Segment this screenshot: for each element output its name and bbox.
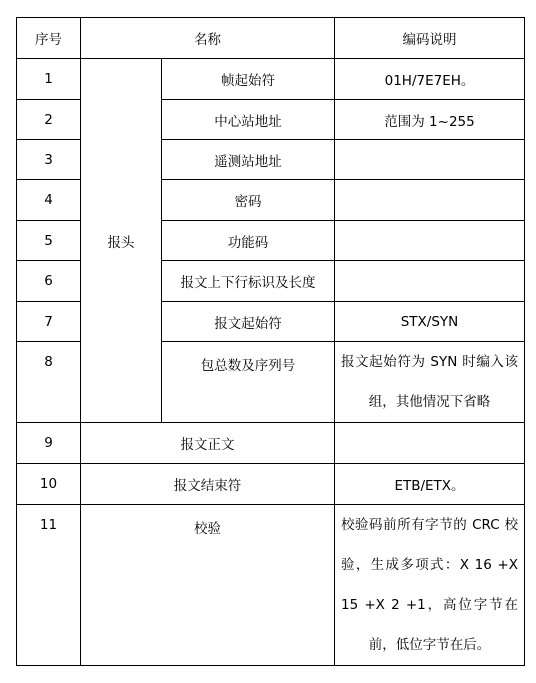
row-name: 中心站地址 [162,100,335,140]
row-desc: ETB/ETX。 [335,464,525,505]
row-no: 8 [17,342,81,423]
row-name: 报文起始符 [162,302,335,342]
table-row [17,505,525,666]
row-desc [335,261,525,302]
table-row [17,464,525,505]
table-header-row [17,18,525,59]
row-name: 报文结束符 [81,464,335,505]
row-no: 2 [17,100,81,140]
row-desc: 01H/7E7EH。 [335,59,525,100]
row-name: 包总数及序列号 [162,342,335,423]
table-row [17,59,525,100]
row-desc: STX/SYN [335,302,525,342]
row-no: 3 [17,140,81,180]
row-name: 报文上下行标识及长度 [162,261,335,302]
row-desc: 范围为 1~255 [335,100,525,140]
header-no: 序号 [17,18,81,59]
row-no: 7 [17,302,81,342]
row-desc [335,505,525,666]
row-desc [335,180,525,221]
row-name: 功能码 [162,221,335,261]
row-desc [335,342,525,423]
row-no: 5 [17,221,81,261]
row-desc [335,140,525,180]
row-name: 密码 [162,180,335,221]
table-row [17,423,525,464]
row-name: 校验 [81,505,335,666]
group-label-header: 报头 [81,59,162,423]
row-name: 遥测站地址 [162,140,335,180]
row-name: 帧起始符 [162,59,335,100]
row-no: 10 [17,464,81,505]
row-no: 6 [17,261,81,302]
row-no: 4 [17,180,81,221]
row-name: 报文正文 [81,423,335,464]
document-page [16,17,525,666]
row-desc [335,221,525,261]
row-desc-text: 报文起始符为 SYN 时编入该组，其他情况下省略 [341,354,518,410]
row-no: 1 [17,59,81,100]
row-no: 9 [17,423,81,464]
row-desc-text: 校验码前所有字节的 CRC 校验，生成多项式：X 16 +X 15 +X 2 +1，高位字节在前，低位字节在后。 [341,517,518,653]
row-desc [335,423,525,464]
row-no: 11 [17,505,81,666]
header-name: 名称 [81,18,335,59]
header-desc: 编码说明 [335,18,525,59]
message-structure-table [16,17,525,666]
